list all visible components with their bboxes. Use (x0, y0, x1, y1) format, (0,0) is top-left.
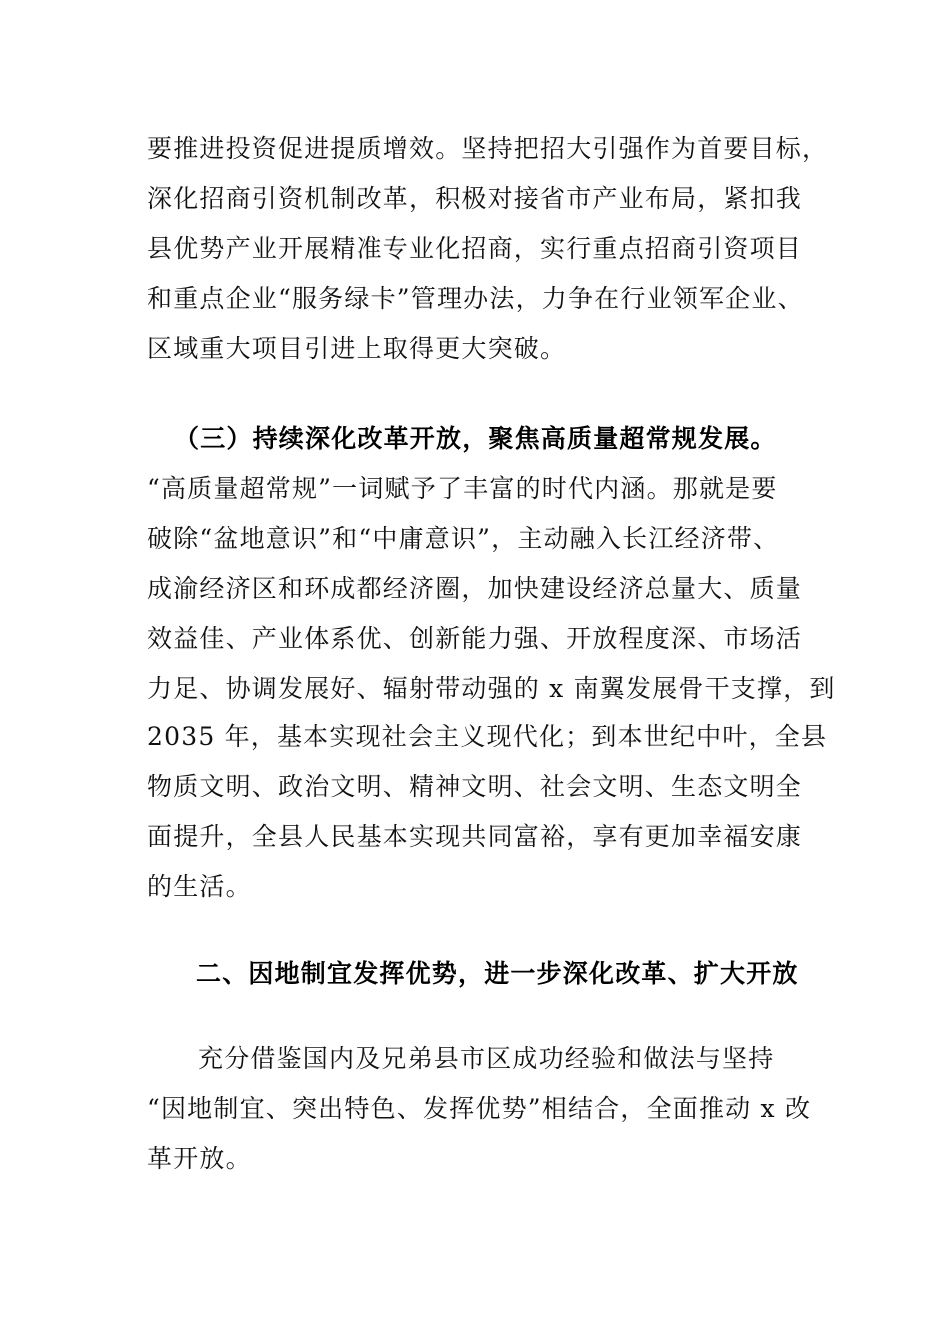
section2-heading: 二、因地制宜发挥优势，进一步深化改革、扩大开放 (196, 959, 799, 988)
paragraph1-line-1: 要推进投资促进提质增效。坚持把招大引强作为首要目标， (147, 134, 829, 163)
section3-line-3: 成渝经济区和环成都经济圈，加快建设经济总量大、质量 (147, 574, 803, 603)
section3-line-5: 力足、协调发展好、辐射带动强的 x 南翼发展骨干支撑，到 (147, 674, 836, 703)
section3-line-9: 的生活。 (147, 872, 252, 901)
section3-line-6: 2035 年，基本实现社会主义现代化；到本世纪中叶，全县 (147, 722, 828, 751)
section2-line-2: “因地制宜、突出特色、发挥优势”相结合，全面推动 x 改 (147, 1094, 812, 1123)
section2-line-1: 充分借鉴国内及兄弟县市区成功经验和做法与坚持 (198, 1044, 775, 1073)
section2-line-3: 革开放。 (147, 1144, 252, 1173)
paragraph1-line-4: 和重点企业“服务绿卡”管理办法，力争在行业领军企业、 (147, 284, 804, 313)
paragraph1-line-5: 区域重大项目引进上取得更大突破。 (147, 334, 567, 363)
section3-line-4: 效益佳、产业体系优、创新能力强、开放程度深、市场活 (147, 624, 803, 653)
paragraph1-line-2: 深化招商引资机制改革，积极对接省市产业布局，紧扣我 (147, 184, 803, 213)
section3-line-8: 面提升，全县人民基本实现共同富裕，享有更加幸福安康 (147, 822, 803, 851)
section3-heading: （三）持续深化改革开放，聚焦高质量超常规发展。 (174, 424, 777, 453)
section3-line-2: 破除“盆地意识”和“中庸意识”，主动融入长江经济带、 (147, 524, 780, 553)
section3-line-7: 物质文明、政治文明、精神文明、社会文明、生态文明全 (147, 772, 803, 801)
section3-line-1: “高质量超常规”一词赋予了丰富的时代内涵。那就是要 (147, 474, 778, 503)
paragraph1-line-3: 县优势产业开展精准专业化招商，实行重点招商引资项目 (147, 234, 803, 263)
